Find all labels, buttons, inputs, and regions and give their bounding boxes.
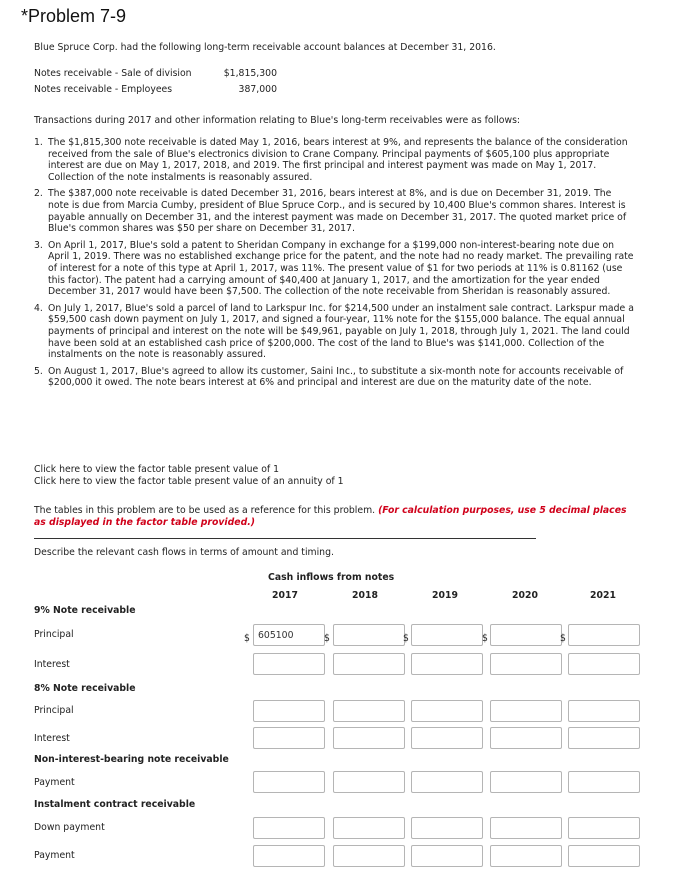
input-payment-instalment-2019[interactable] <box>411 845 483 867</box>
input-interest-8pct-2021[interactable] <box>568 727 640 749</box>
transactions-list <box>34 137 634 394</box>
dollar-sign: $ <box>482 633 488 644</box>
dollar-sign: $ <box>324 633 330 644</box>
year-header-2018: 2018 <box>352 590 378 601</box>
question-prompt: Describe the relevant cash flows in terms of amount and timing. <box>34 547 334 558</box>
list-item <box>34 303 634 361</box>
section-8pct-note: 8% Note receivable <box>34 683 136 694</box>
section-instalment-contract: Instalment contract receivable <box>34 799 196 810</box>
balance-value: $1,815,300 <box>223 68 277 79</box>
year-header-2017: 2017 <box>272 590 298 601</box>
row-interest-8pct: Interest <box>34 733 70 744</box>
input-payment-instalment-2017[interactable] <box>253 845 325 867</box>
item-number: 1. <box>34 137 43 148</box>
input-principal-9pct-2018[interactable] <box>333 624 405 646</box>
list-item <box>34 137 634 183</box>
input-interest-8pct-2018[interactable] <box>333 727 405 749</box>
item-number: 2. <box>34 188 43 200</box>
item-text: The $387,000 note receivable is dated December 31, 2016, bears interest at 8%, and is due on December 31, 2019. The note is due from Marcia Cumby, president of Blue Spruce Corp., and is secured by 10,400 Blue's common shares. Interest is payable annually on December 31, and the interest payment was made on December 31, 2017. The quoted market price of Blue's common shares was $50 per share on December 31, 2017. <box>48 188 627 235</box>
input-interest-9pct-2020[interactable] <box>490 653 562 675</box>
input-payment-instalment-2021[interactable] <box>568 845 640 867</box>
balance-value: 387,000 <box>238 84 277 95</box>
balance-row <box>34 84 277 95</box>
year-header-2020: 2020 <box>512 590 538 601</box>
dollar-sign: $ <box>244 633 250 644</box>
input-downpayment-2019[interactable] <box>411 817 483 839</box>
balance-row <box>34 68 277 79</box>
input-downpayment-2017[interactable] <box>253 817 325 839</box>
input-principal-9pct-2021[interactable] <box>568 624 640 646</box>
year-header-2021: 2021 <box>590 590 616 601</box>
input-principal-9pct-2017[interactable] <box>253 624 325 646</box>
input-principal-8pct-2020[interactable] <box>490 700 562 722</box>
input-principal-9pct-2019[interactable] <box>411 624 483 646</box>
input-principal-8pct-2018[interactable] <box>333 700 405 722</box>
input-interest-8pct-2020[interactable] <box>490 727 562 749</box>
input-payment-instalment-2020[interactable] <box>490 845 562 867</box>
dollar-sign: $ <box>403 633 409 644</box>
input-payment-nonint-2017[interactable] <box>253 771 325 793</box>
year-header-2019: 2019 <box>432 590 458 601</box>
item-number: 4. <box>34 302 43 314</box>
input-payment-instalment-2018[interactable] <box>333 845 405 867</box>
balance-label: Notes receivable - Employees <box>34 84 173 95</box>
input-downpayment-2020[interactable] <box>490 817 562 839</box>
dollar-sign: $ <box>560 633 566 644</box>
input-downpayment-2021[interactable] <box>568 817 640 839</box>
transactions-intro: Transactions during 2017 and other information relating to Blue's long-term receivables were as follows: <box>34 115 521 126</box>
row-payment-instalment: Payment <box>34 850 75 861</box>
item-number: 3. <box>34 239 43 251</box>
divider <box>34 538 536 539</box>
reference-note <box>34 505 634 529</box>
item-number: 5. <box>34 365 43 377</box>
factor-table-annuity-link[interactable]: Click here to view the factor table present value of an annuity of 1 <box>34 476 344 487</box>
row-payment-non-interest: Payment <box>34 777 75 788</box>
item-text: On July 1, 2017, Blue's sold a parcel of land to Larkspur Inc. for $214,500 under an instalment sale contract. Larkspur made a $59,500 cash down payment on July 1, 2017, and signed a four-year, 11% note for the $155,000 balance. The equal annual payments of principal and interest on the note will be $49,961, payable on July 1, 2018, through July 1, 2021. The land could have been sold at an established cash price of $200,000. The cost of the land to Blue's was $141,000. Collection of the instalments on the note is reasonably assured. <box>48 302 634 361</box>
item-text: The $1,815,300 note receivable is dated May 1, 2016, bears interest at 9%, and represents the balance of the consideration received from the sale of Blue's electronics division to Crane Company. Principal payments of $605,100 plus appropriate interest are due on May 1, 2017, 2018, and 2019. The first principal and interest payment was made on May 1, 2017. Collection of the note instalments is reasonably assured. <box>48 137 628 183</box>
row-down-payment: Down payment <box>34 822 105 833</box>
item-text: On August 1, 2017, Blue's agreed to allow its customer, Saini Inc., to substitute a six-month note for accounts receivable of $200,000 it owed. The note bears interest at 6% and principal and interest are due on the maturity date of the note. <box>48 365 624 389</box>
balance-label: Notes receivable - Sale of division <box>34 68 192 79</box>
row-interest-9pct: Interest <box>34 659 70 670</box>
intro-text: Blue Spruce Corp. had the following long-term receivable account balances at December 31, 2016. <box>34 42 496 53</box>
input-interest-8pct-2019[interactable] <box>411 727 483 749</box>
input-interest-9pct-2018[interactable] <box>333 653 405 675</box>
input-principal-8pct-2017[interactable] <box>253 700 325 722</box>
input-downpayment-2018[interactable] <box>333 817 405 839</box>
input-principal-9pct-2020[interactable] <box>490 624 562 646</box>
input-interest-8pct-2017[interactable] <box>253 727 325 749</box>
input-principal-8pct-2021[interactable] <box>568 700 640 722</box>
input-payment-nonint-2021[interactable] <box>568 771 640 793</box>
section-9pct-note: 9% Note receivable <box>34 605 136 616</box>
table-group-header: Cash inflows from notes <box>268 572 395 583</box>
input-payment-nonint-2019[interactable] <box>411 771 483 793</box>
input-payment-nonint-2018[interactable] <box>333 771 405 793</box>
input-payment-nonint-2020[interactable] <box>490 771 562 793</box>
list-item <box>34 366 634 389</box>
input-interest-9pct-2019[interactable] <box>411 653 483 675</box>
note-text: The tables in this problem are to be used as a reference for this problem. <box>34 505 379 516</box>
page-title: *Problem 7-9 <box>21 6 127 26</box>
row-principal-9pct: Principal <box>34 629 74 640</box>
input-interest-9pct-2017[interactable] <box>253 653 325 675</box>
item-text: On April 1, 2017, Blue's sold a patent to Sheridan Company in exchange for a $199,000 non-interest-bearing note due on April 1, 2019. There was no established exchange price for the patent, and the note had no ready market. The prevailing rate of interest for a note of this type at April 1, 2017, was 11%. The present value of $1 for two periods at 11% is 0.81162 (use this factor). The patent had a carrying amount of $40,400 at January 1, 2017, and the amortization for the year ended December 31, 2017 would have been $7,500. The collection of the note receivable from Sheridan is reasonably assured. <box>48 239 634 298</box>
list-item <box>34 240 634 298</box>
section-non-interest-note: Non-interest-bearing note receivable <box>34 754 229 765</box>
input-principal-8pct-2019[interactable] <box>411 700 483 722</box>
row-principal-8pct: Principal <box>34 705 74 716</box>
note-red-text: (For calculation purposes, use 5 decimal places as displayed in the factor table provided.) <box>34 505 627 528</box>
list-item <box>34 188 634 234</box>
input-interest-9pct-2021[interactable] <box>568 653 640 675</box>
factor-table-pv1-link[interactable]: Click here to view the factor table present value of 1 <box>34 464 280 475</box>
